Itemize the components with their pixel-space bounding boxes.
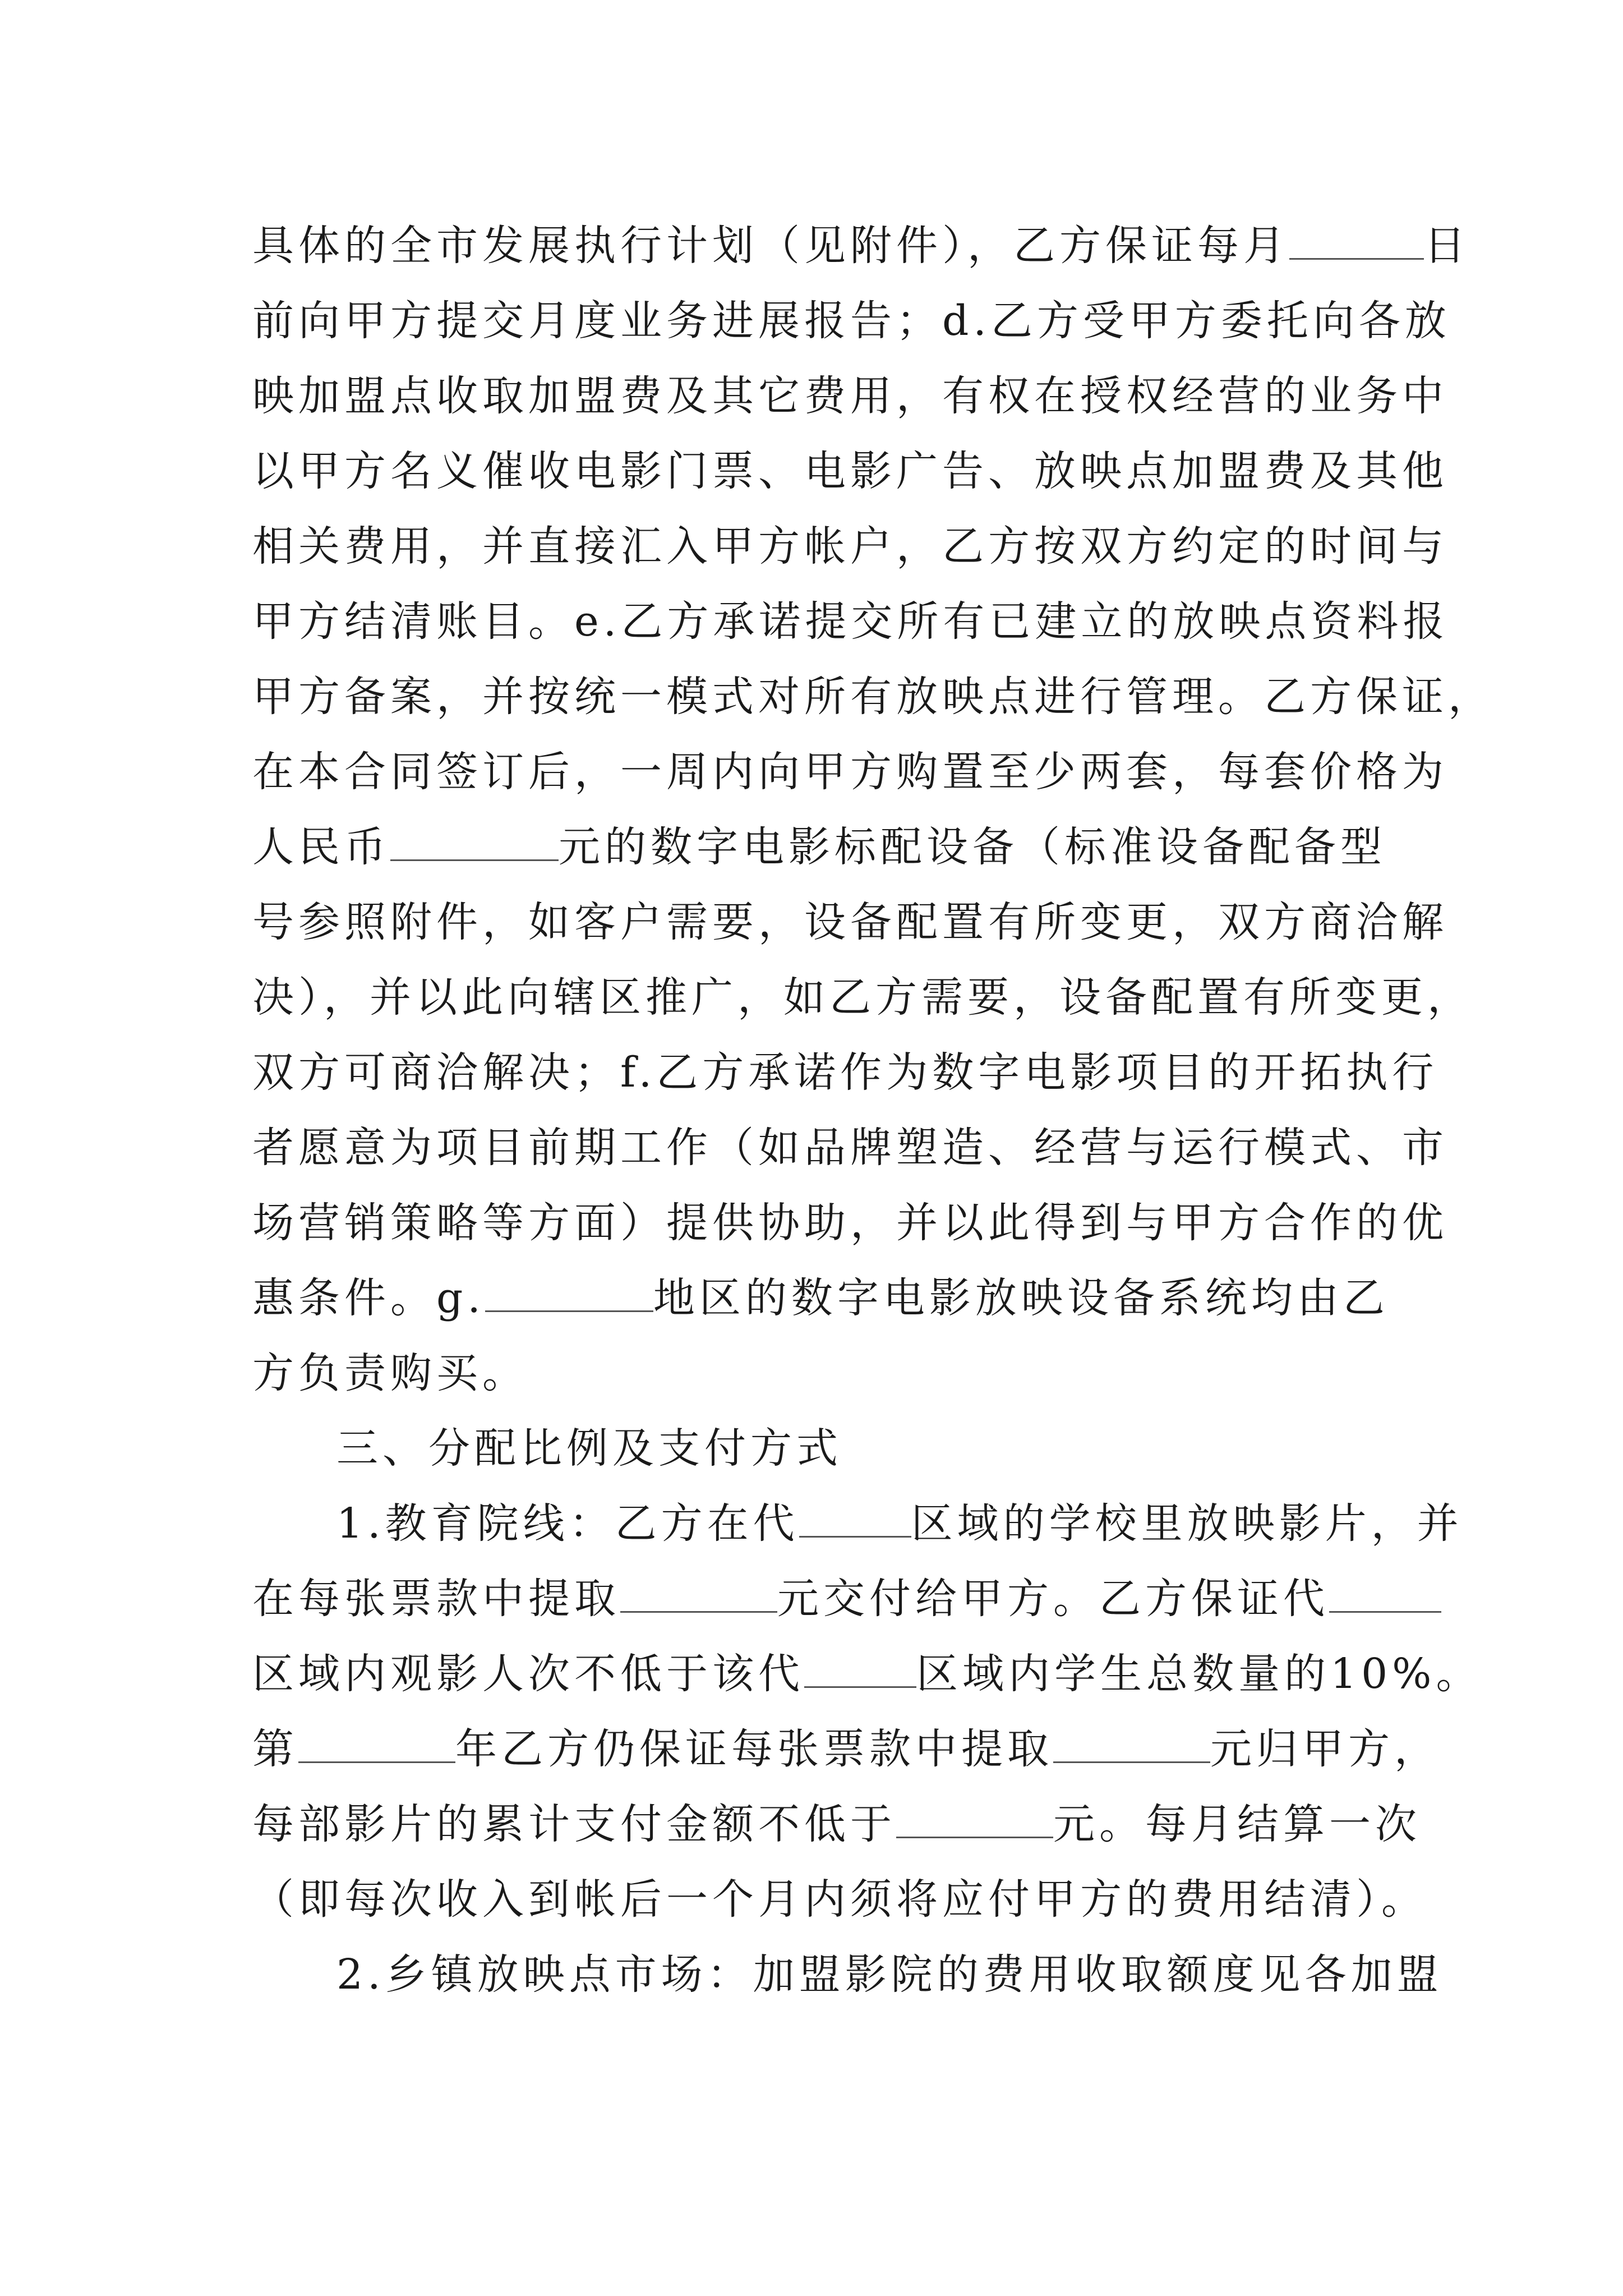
text-line-9 bbox=[252, 819, 1386, 875]
text-segment: 方负责购买。 bbox=[252, 1349, 528, 1397]
text-line-16 bbox=[252, 1345, 1374, 1401]
text-segment: 者愿意为项目前期工作（如品牌塑造、经营与运行模式、市 bbox=[252, 1124, 1448, 1172]
text-line-10 bbox=[252, 894, 1448, 950]
text-segment: 映加盟点收取加盟费及其它费用，有权在授权经营的业务中 bbox=[252, 372, 1448, 420]
fill-blank bbox=[1329, 1576, 1441, 1613]
text-segment: 惠条件。g. bbox=[252, 1274, 485, 1322]
text-line-12 bbox=[252, 1045, 1438, 1101]
fill-blank bbox=[799, 1501, 911, 1538]
text-line-7 bbox=[252, 669, 1494, 725]
text-segment: 元交付给甲方。乙方保证代 bbox=[777, 1575, 1329, 1623]
text-segment: 甲方备案，并按统一模式对所有放映点进行管理。乙方保证， bbox=[252, 673, 1494, 721]
fill-blank bbox=[620, 1576, 777, 1613]
fill-blank bbox=[298, 1727, 455, 1763]
text-segment: 第 bbox=[252, 1725, 298, 1773]
text-segment: 日 bbox=[1424, 222, 1470, 270]
text-segment: 前向甲方提交月度业务进展报告；d.乙方受甲方委托向各放 bbox=[252, 297, 1451, 345]
text-line-24 bbox=[336, 1947, 1443, 2003]
text-line-21 bbox=[252, 1721, 1440, 1777]
text-segment: 具体的全市发展执行计划（见附件），乙方保证每月 bbox=[252, 222, 1289, 270]
text-segment: 在每张票款中提取 bbox=[252, 1575, 620, 1623]
text-segment: 区域内学生总数量的10%。 bbox=[916, 1650, 1482, 1698]
fill-blank bbox=[485, 1276, 653, 1312]
text-segment: 地区的数字电影放映设备系统均由乙 bbox=[653, 1274, 1389, 1322]
text-segment: 相关费用，并直接汇入甲方帐户，乙方按双方约定的时间与 bbox=[252, 522, 1448, 570]
text-segment: 元。每月结算一次 bbox=[1053, 1800, 1421, 1848]
text-line-13 bbox=[252, 1120, 1448, 1176]
text-line-3 bbox=[252, 368, 1448, 424]
text-segment: 决），并以此向辖区推广，如乙方需要，设备配置有所变更， bbox=[252, 973, 1473, 1022]
section-heading bbox=[336, 1420, 1374, 1476]
text-line-22 bbox=[252, 1796, 1421, 1852]
text-segment: 元归甲方， bbox=[1210, 1725, 1440, 1773]
text-line-5 bbox=[252, 518, 1448, 574]
text-segment: 以甲方名义催收电影门票、电影广告、放映点加盟费及其他 bbox=[252, 447, 1448, 495]
text-segment: 1.教育院线：乙方在代 bbox=[336, 1499, 799, 1548]
text-segment: 2.乡镇放映点市场：加盟影院的费用收取额度见各加盟 bbox=[336, 1950, 1443, 1999]
text-segment: 双方可商洽解决；f.乙方承诺作为数字电影项目的开拓执行 bbox=[252, 1048, 1438, 1097]
text-line-1 bbox=[252, 218, 1470, 274]
text-line-18 bbox=[336, 1496, 1463, 1552]
fill-blank bbox=[1053, 1727, 1210, 1763]
text-segment: （即每次收入到帐后一个月内须将应付甲方的费用结清）。 bbox=[252, 1875, 1427, 1924]
text-line-4 bbox=[252, 443, 1448, 499]
text-segment: 三、分配比例及支付方式 bbox=[336, 1424, 842, 1473]
fill-blank bbox=[804, 1651, 916, 1688]
text-segment: 每部影片的累计支付金额不低于 bbox=[252, 1800, 896, 1848]
fill-blank bbox=[390, 825, 559, 861]
text-line-15 bbox=[252, 1270, 1389, 1326]
text-segment: 号参照附件，如客户需要，设备配置有所变更，双方商洽解 bbox=[252, 898, 1448, 946]
text-line-2 bbox=[252, 293, 1451, 349]
fill-blank bbox=[896, 1802, 1053, 1838]
text-line-20 bbox=[252, 1646, 1482, 1702]
text-segment: 场营销策略等方面）提供协助，并以此得到与甲方合作的优 bbox=[252, 1199, 1448, 1247]
text-segment: 在本合同签订后，一周内向甲方购置至少两套，每套价格为 bbox=[252, 748, 1448, 796]
text-segment: 区域的学校里放映影片，并 bbox=[911, 1499, 1463, 1548]
text-line-23 bbox=[252, 1871, 1427, 1927]
text-segment: 区域内观影人次不低于该代 bbox=[252, 1650, 804, 1698]
text-segment: 甲方结清账目。e.乙方承诺提交所有已建立的放映点资料报 bbox=[252, 597, 1449, 646]
text-segment: 人民币 bbox=[252, 823, 390, 871]
fill-blank bbox=[1289, 223, 1424, 260]
text-line-19 bbox=[252, 1571, 1374, 1627]
text-line-8 bbox=[252, 744, 1448, 800]
text-segment: 年乙方仍保证每张票款中提取 bbox=[455, 1725, 1053, 1773]
text-line-11 bbox=[252, 969, 1473, 1025]
text-line-14 bbox=[252, 1195, 1448, 1251]
text-segment: 元的数字电影标配设备（标准设备配备型 bbox=[559, 823, 1386, 871]
text-line-6 bbox=[252, 593, 1449, 650]
